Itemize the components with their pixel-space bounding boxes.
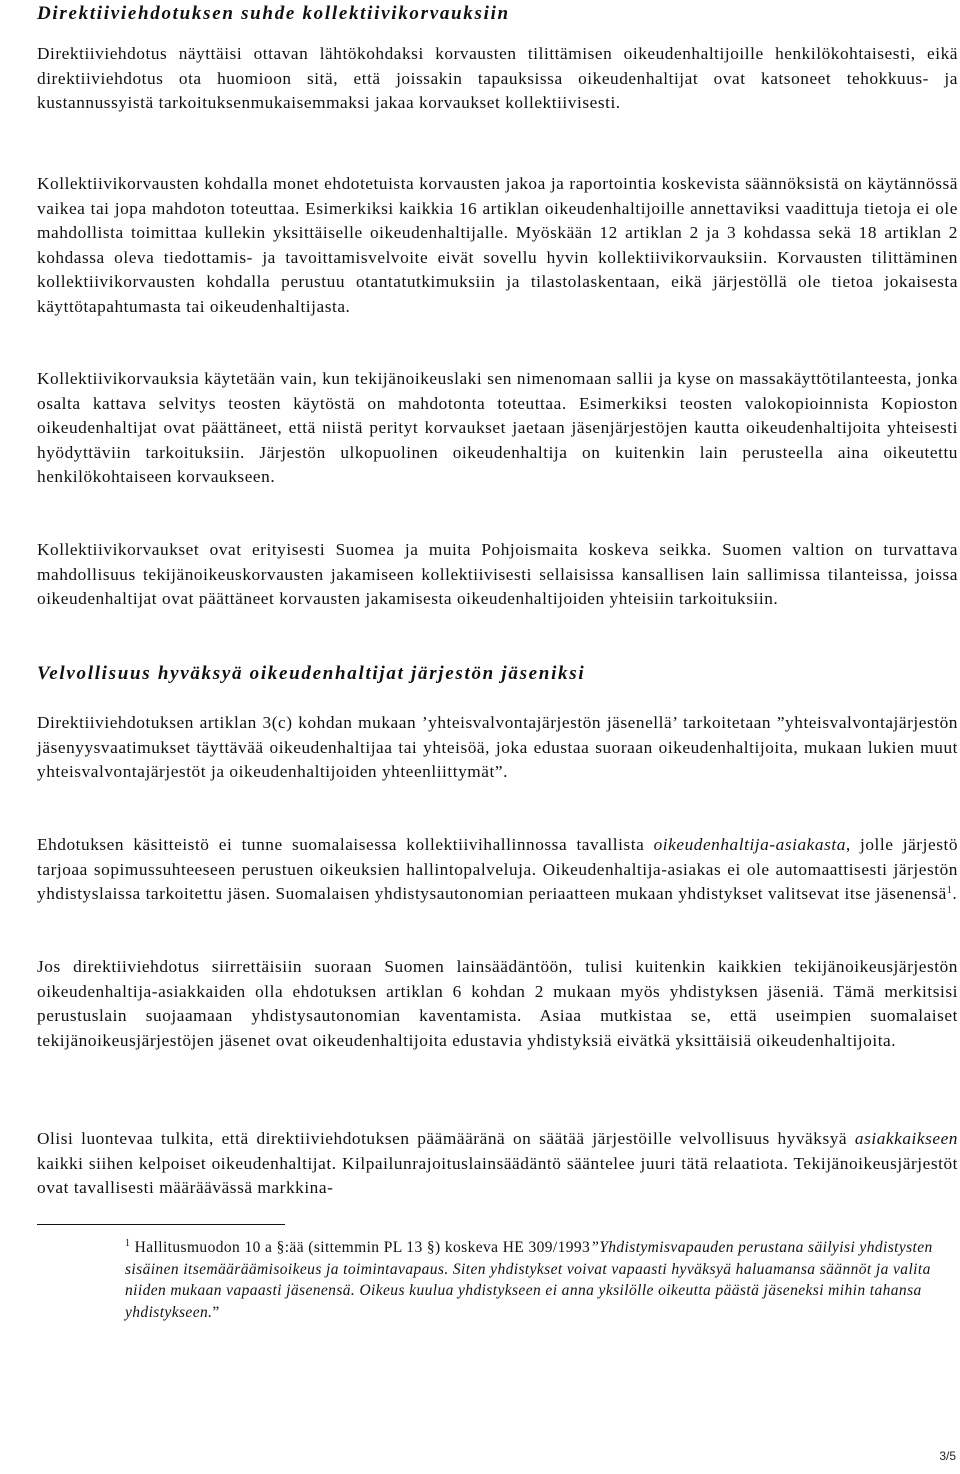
paragraph-8-text-a: Olisi luontevaa tulkita, että direktiiviehdotuksen päämääränä on säätää järjestöille velvollisuus hyväksyä	[37, 1129, 855, 1148]
footnote-reference[interactable]: 1	[946, 885, 953, 896]
paragraph-6-text-a: Ehdotuksen käsitteistö ei tunne suomalaisessa kollektiivihallinnossa tavallista	[37, 835, 654, 854]
paragraph-1: Direktiiviehdotus näyttäisi ottavan lähtökohdaksi korvausten tilittämisen oikeudenhaltijoille henkilökohtaisesti, eikä direktiiviehdotus ota huomioon sitä, että joissakin tapauksissa oikeudenhaltijat ovat katsoneet tehokkuus- ja kustannussyistä tarkoituksenmukaisemmaksi jakaa korvaukset kollektiivisesti.	[37, 44, 958, 112]
page-number: 3/5	[939, 1449, 956, 1463]
paragraph-8-italic-term: asiakkaikseen	[854, 1129, 958, 1148]
section-heading-membership-obligation: Velvollisuus hyväksyä oikeudenhaltijat järjestön jäseniksi	[37, 663, 586, 684]
footnote-quote-close: ”	[212, 1303, 220, 1321]
paragraph-3: Kollektiivikorvauksia käytetään vain, kun tekijänoikeuslaki sen nimenomaan sallii ja kyse on massakäyttötilanteesta, jonka osalta kattava selvitys teosten käytöstä on mahdotonta toteuttaa. Esimerkiksi teosten valokopioinnista Kopioston oikeudenhaltijat ovat päättäneet, että niistä perityt korvaukset jaetaan jäsenjärjestöjen kautta oikeudenhaltijoita yhteisesti hyödyttäviin tarkoituksiin. Järjestön ulkopuolinen oikeudenhaltija on kuitenkin lain perusteella aina oikeutettu henkilökohtaiseen korvaukseen.	[37, 369, 958, 486]
footnote-quote: ”Yhdistymisvapauden perustana säilyisi yhdistysten sisäinen itsemääräämisoikeus ja toimintavapaus. Siten yhdistykset voivat vapaasti hyväksyä haluamansa säännöt ja valita niiden mukaan vapaasti jäsenensä. Oikeus kuulua yhdistykseen ei anna yksilölle oikeutta päästä jäseneksi mihin tahansa yhdistykseen.	[125, 1239, 933, 1321]
paragraph-7: Jos direktiiviehdotus siirrettäisiin suoraan Suomen lainsäädäntöön, tulisi kuitenkin kaikkien tekijänoikeusjärjestön oikeudenhaltija-asiakkaiden olla ehdotuksen artiklan 6 kohdan 2 mukaan myös yhdistyksen jäseniä. Tämä merkitsisi perustuslain suojaamaan yhdistysautonomian kaventamista. Asiaa mutkistaa se, että useimpien suomalaiset tekijänoikeusjärjestöjen jäsenet ovat oikeudenhaltijoita edustavia yhdistyksiä eivätkä yksittäisiä oikeudenhaltijoita.	[37, 957, 958, 1050]
paragraph-2: Kollektiivikorvausten kohdalla monet ehdotetuista korvausten jakoa ja raportointia koskevista säännöksistä on käytännössä vaikea tai jopa mahdoton toteuttaa. Esimerkiksi kaikkia 16 artiklan oikeudenhaltijoille annettaviksi vaadittuja tietoja ei ole mahdollista toimittaa kullekin yksittäiselle oikeudenhaltijalle. Myöskään 12 artiklan 2 ja 3 kohdassa sekä 18 artiklan 2 kohdassa oleva tiedottamis- ja tavoittamisvelvoite eivät sovellu hyvin kollektiivikorvauksiin. Korvausten tilittäminen kollektiivikorvausten kohdalla perustuu otantatutkimuksiin ja tilastolaskentaan, eikä järjestöllä ole tietoa jokaisesta käyttötapahtumasta tai oikeudenhaltijasta.	[37, 174, 958, 316]
paragraph-6-italic-term: oikeudenhaltija-asiakasta	[653, 835, 846, 854]
footnote	[125, 1237, 955, 1323]
paragraph-6-text-b: , jolle järjestö tarjoaa sopimussuhteeseen perustuen oikeuksien hallintopalveluja. Oikeudenhaltija-asiakas ei ole automaattisesti järjestön yhdistyslaissa tarkoitettu jäsen. Suomalaisen yhdistysautonomian periaatteen mukaan yhdistykset valitsevat itse jäsenensä	[37, 835, 959, 903]
paragraph-6	[37, 833, 958, 907]
paragraph-8	[37, 1127, 958, 1201]
paragraph-6-text-c: .	[952, 884, 958, 903]
section-heading-collective-compensation: Direktiiviehdotuksen suhde kollektiivikorvauksiin	[37, 3, 510, 24]
paragraph-8-text-b: kaikki siihen kelpoiset oikeudenhaltijat. Kilpailunrajoituslainsäädäntö sääntelee juuri tätä relaatiota. Tekijänoikeusjärjestöt ovat tavallisesti määräävässä markkina-	[37, 1153, 958, 1197]
footnote-number: 1	[125, 1238, 131, 1249]
footnote-citation: Hallitusmuodon 10 a §:ää (sittemmin PL 13 §) koskeva HE 309/1993	[130, 1239, 591, 1256]
paragraph-5: Direktiiviehdotuksen artiklan 3(c) kohdan mukaan ’yhteisvalvontajärjestön jäsenellä’ tarkoitetaan ”yhteisvalvontajärjestön jäsenyysvaatimukset täyttävää oikeudenhaltijaa tai yhteisöä, joka edustaa suoraan oikeudenhaltijoita, mukaan lukien muut yhteisvalvontajärjestöt ja oikeudenhaltijoiden yhteenliittymät”.	[37, 713, 958, 781]
paragraph-4: Kollektiivikorvaukset ovat erityisesti Suomea ja muita Pohjoismaita koskeva seikka. Suomen valtion on turvattava mahdollisuus tekijänoikeuskorvausten jakamiseen kollektiivisesti sellaisissa kansallisen lain sallimissa tilanteissa, joissa oikeudenhaltijat ovat päättäneet korvausten jakamisesta oikeudenhaltijoiden yhteisiin tarkoituksiin.	[37, 540, 958, 608]
footnote-separator	[37, 1224, 285, 1225]
